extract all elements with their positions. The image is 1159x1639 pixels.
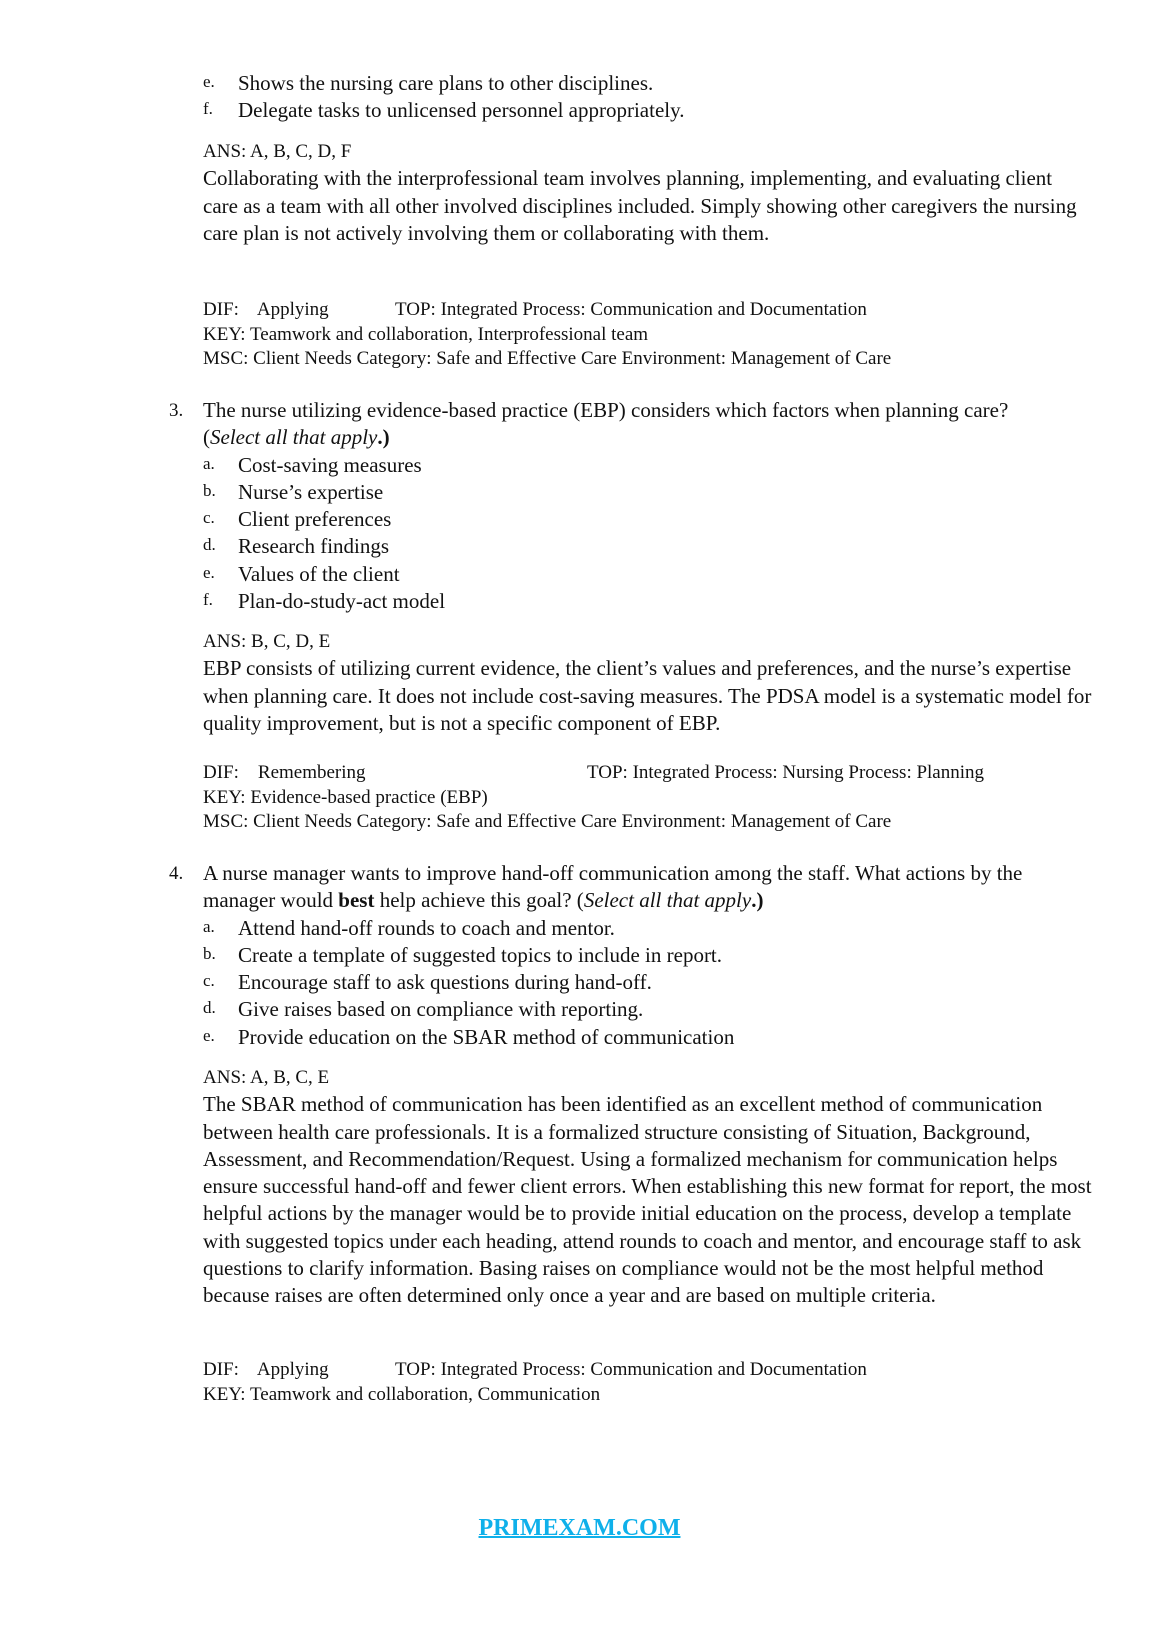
question-number: 4. [169,863,184,884]
stem-bold: best [338,888,375,913]
option-letter: e. [203,1025,215,1045]
option-letter: a. [203,916,215,936]
question-number: 3. [169,400,184,421]
question-3 [203,397,1063,615]
prev-meta [203,298,891,372]
option-letter: b. [203,943,216,963]
option-text: Shows the nursing care plans to other disciplines. [238,71,654,95]
question-stem [203,397,1063,452]
answer-key: ANS: A, B, C, E [203,1067,330,1088]
option-text: Delegate tasks to unlicensed personnel appropriately. [238,98,685,123]
option-text: Plan-do-study-act model [238,589,446,614]
question-4 [203,860,1098,1051]
keywords: KEY: Teamwork and collaboration, Communication [203,1383,601,1405]
stem-text: help achieve this goal? ( [374,888,584,913]
keywords: KEY: Teamwork and collaboration, Interprofessional team [203,323,649,345]
option-text: Research findings [238,534,390,559]
option-c [203,506,1063,533]
option-b [203,479,1063,506]
option-text: Create a template of suggested topics to include in report. [238,942,723,967]
option-text: Attend hand-off rounds to coach and mentor. [238,915,615,940]
q3-answer [203,628,1098,737]
option-a [203,915,1098,942]
answer-key: ANS: A, B, C, D, F [203,141,352,162]
q4-answer [203,1064,1098,1310]
topic: TOP: Integrated Process: Nursing Process: Planning [587,762,985,783]
option-letter: c. [203,971,215,991]
difficulty: DIF: Applying [203,299,329,320]
option-text: Cost-saving measures [238,452,422,477]
footer-link[interactable]: PRIMEXAM.COM [478,1515,681,1541]
option-f [203,588,1063,615]
option-e [203,70,1103,97]
option-letter: c. [203,508,215,528]
option-c [203,969,1098,996]
difficulty: DIF: Remembering [203,762,366,783]
difficulty: DIF: Applying [203,1359,329,1380]
option-e [203,1024,1098,1051]
stem-italic: Select all that apply [210,425,378,450]
stem-end: .) [377,425,390,450]
rationale: EBP consists of utilizing current evidence, the client’s values and preferences, and the nurse’s expertise when planning care. It does not include cost-saving measures. The PDSA model is a systematic model for quality improvement, but is not a specific component of EBP. [203,656,1092,735]
option-f [203,97,1103,124]
option-d [203,533,1063,560]
q3-meta [203,761,985,835]
stem-italic: Select all that apply [583,888,752,913]
option-letter: a. [203,453,215,473]
option-letter: f. [203,99,213,119]
option-letter: d. [203,998,216,1018]
question-stem [203,860,1098,915]
option-d [203,996,1098,1023]
option-letter: f. [203,590,213,610]
rationale: The SBAR method of communication has been identified as an excellent method of communication between health care professionals. It is a formalized structure consisting of Situation, Background, Assessment, and Recommendation/Request. Using a formalized mechanism for communication helps ensure successful hand-off and fewer client errors. When establishing this new format for report, the most helpful actions by the manager would be to provide initial education on the process, develop a template with suggested topics under each heading, attend rounds to coach and mentor, and encourage staff to ask questions to clarify information. Basing raises on compliance would not be the most helpful method because raises are often determined only once a year and are based on multiple criteria. [203,1092,1092,1308]
option-letter: d. [203,535,216,555]
option-text: Nurse’s expertise [238,479,384,504]
option-letter: b. [203,480,216,500]
option-text: Provide education on the SBAR method of communication [238,1024,735,1049]
q4-meta [203,1358,867,1407]
topic: TOP: Integrated Process: Communication and Documentation [395,1359,867,1380]
stem-text: A nurse manager wants to improve hand-off communication among the staff. What actions by the manager would [203,861,1023,913]
topic: TOP: Integrated Process: Communication and Documentation [395,299,867,320]
option-letter: e. [203,72,215,91]
option-b [203,942,1098,969]
option-letter: e. [203,562,215,582]
option-e [203,561,1063,588]
option-text: Encourage staff to ask questions during hand-off. [238,970,652,995]
prev-answer [203,138,1088,247]
stem-end: .) [751,888,764,913]
msc: MSC: Client Needs Category: Safe and Effective Care Environment: Management of Care [203,811,892,832]
prev-options [203,70,1103,125]
option-text: Give raises based on compliance with reporting. [238,997,644,1022]
keywords: KEY: Evidence-based practice (EBP) [203,786,488,808]
option-a [203,452,1063,479]
rationale: Collaborating with the interprofessional team involves planning, implementing, and evaluating client care as a team with all other involved disciplines included. Simply showing other caregivers the nursing care plan is not actively involving them or collaborating with them. [203,166,1077,245]
option-text: Values of the client [238,561,400,586]
answer-key: ANS: B, C, D, E [203,631,331,652]
option-text: Client preferences [238,507,392,532]
msc: MSC: Client Needs Category: Safe and Effective Care Environment: Management of Care [203,348,892,369]
stem-text: The nurse utilizing evidence-based practice (EBP) considers which factors when planning care? ( [203,398,1009,450]
